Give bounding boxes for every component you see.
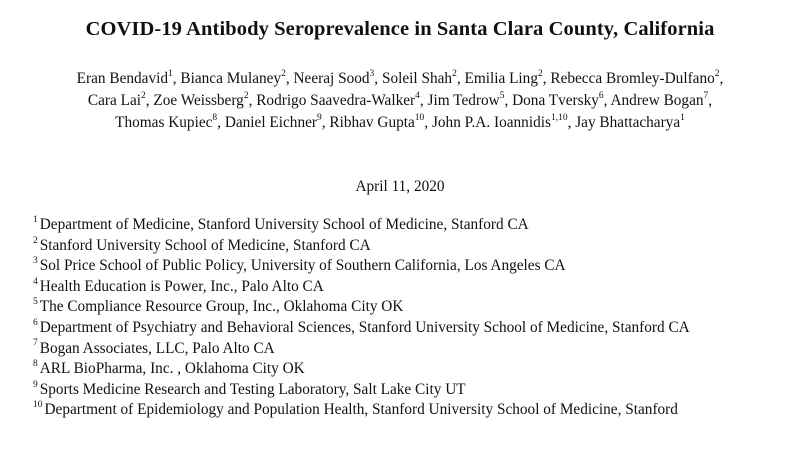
affiliation-item: [33, 277, 783, 298]
author-affiliation-marker: 10: [414, 113, 425, 124]
author-name: Neeraj Sood: [293, 70, 370, 87]
affiliation-text: The Compliance Resource Group, Inc., Oklahoma City OK: [39, 298, 404, 316]
affiliation-number: 6: [33, 317, 38, 328]
affiliation-item: [33, 400, 783, 421]
author-name: John P.A. Ioannidis: [431, 114, 551, 132]
affiliation-text: Stanford University School of Medicine, Stanford CA: [39, 236, 371, 254]
author-name: Jay Bhattacharya: [575, 114, 681, 132]
affiliation-text: Department of Epidemiology and Population Health, Stanford University School of Medicine, Stanford: [44, 401, 678, 419]
affiliation-number: 7: [33, 338, 38, 349]
author-name: Emilia Ling: [464, 70, 538, 87]
author-name: Cara Lai: [87, 92, 141, 110]
affiliation-item: [33, 236, 783, 257]
affiliation-number: 10: [33, 400, 43, 411]
affiliation-text: Health Education is Power, Inc., Palo Alto CA: [39, 277, 324, 295]
affiliation-text: Department of Psychiatry and Behavioral Sciences, Stanford University School of Medicine, Stanford CA: [39, 318, 690, 336]
publication-date: April 11, 2020: [355, 178, 445, 195]
author-affiliation-marker: 2: [452, 68, 457, 79]
author-name: Dona Tversky: [512, 92, 599, 110]
affiliation-item: [33, 318, 783, 339]
author-name: Rodrigo Saavedra-Walker: [256, 92, 416, 110]
author-name: Soleil Shah: [381, 70, 453, 87]
author-name: Jim Tedrow: [427, 92, 500, 110]
affiliation-number: 2: [33, 235, 38, 246]
author-affiliation-marker: 2: [714, 68, 720, 79]
affiliation-item: [33, 359, 783, 380]
author-affiliation-marker: 9: [316, 113, 322, 124]
affiliation-item: [33, 297, 783, 318]
affiliation-number: 1: [33, 214, 38, 225]
affiliation-text: Sports Medicine Research and Testing Laboratory, Salt Lake City UT: [39, 380, 466, 398]
paper-title: COVID-19 Antibody Seroprevalence in Santa Clara County, California: [85, 18, 715, 40]
affiliation-text: Bogan Associates, LLC, Palo Alto CA: [39, 339, 275, 357]
affiliation-number: 5: [33, 297, 38, 308]
author-affiliation-marker: 5: [499, 91, 505, 102]
author-affiliation-marker: 4: [415, 91, 420, 102]
author-affiliation-marker: 8: [212, 113, 218, 124]
author-affiliation-marker: 6: [598, 91, 604, 102]
author-list: [20, 68, 780, 135]
author-name: Andrew Bogan: [610, 92, 704, 110]
author-line: Thomas Kupiec$^8$, Daniel Eichner$^9$, Ribhav Gupta$^{10}$, John P.A. Ioannidis$^{1,10}$, Jay Bhattacharya$^1$: [115, 113, 685, 132]
affiliation-text: Sol Price School of Public Policy, University of Southern California, Los Angeles CA: [39, 257, 566, 275]
author-affiliation-marker: 2: [281, 68, 286, 79]
author-affiliation-marker: 2: [141, 91, 146, 102]
author-line: Eran Bendavid$^1$, Bianca Mulaney$^2$, Neeraj Sood$^3$, Soleil Shah$^2$, Emilia Ling$^2$, Rebecca Bromley-Dulfano$^2$,: [76, 68, 724, 87]
author-name: Daniel Eichner: [224, 114, 317, 132]
affiliation-number: 4: [33, 276, 38, 287]
author-affiliation-marker: 3: [369, 68, 375, 79]
author-affiliation-marker: 1,10: [550, 113, 568, 124]
author-affiliation-marker: 7: [703, 91, 709, 102]
affiliation-item: [33, 256, 783, 277]
affiliation-item: [33, 215, 783, 236]
affiliation-item: [33, 339, 783, 360]
author-name: Zoe Weissberg: [153, 92, 244, 110]
author-affiliation-marker: 2: [537, 68, 543, 79]
author-name: Eran Bendavid: [76, 70, 168, 87]
author-affiliation-marker: 1: [680, 113, 685, 124]
author-name: Rebecca Bromley-Dulfano: [550, 70, 715, 87]
affiliation-number: 8: [33, 359, 38, 370]
affiliation-text: ARL BioPharma, Inc. , Oklahoma City OK: [39, 360, 305, 378]
affiliation-text: Department of Medicine, Stanford University School of Medicine, Stanford CA: [39, 216, 529, 233]
author-name: Ribhav Gupta: [329, 114, 415, 132]
author-name: Bianca Mulaney: [180, 70, 282, 87]
author-affiliation-marker: 2: [243, 91, 249, 102]
affiliation-list: [33, 215, 783, 421]
author-line: Cara Lai$^2$, Zoe Weissberg$^2$, Rodrigo Saavedra-Walker$^4$, Jim Tedrow$^5$, Dona Tversky$^6$, Andrew Bogan$^7$,: [87, 91, 713, 110]
author-affiliation-marker: 1: [168, 68, 173, 79]
author-name: Thomas Kupiec: [115, 114, 213, 132]
affiliation-number: 3: [33, 256, 38, 267]
affiliation-item: [33, 380, 783, 401]
affiliation-number: 9: [33, 379, 38, 390]
